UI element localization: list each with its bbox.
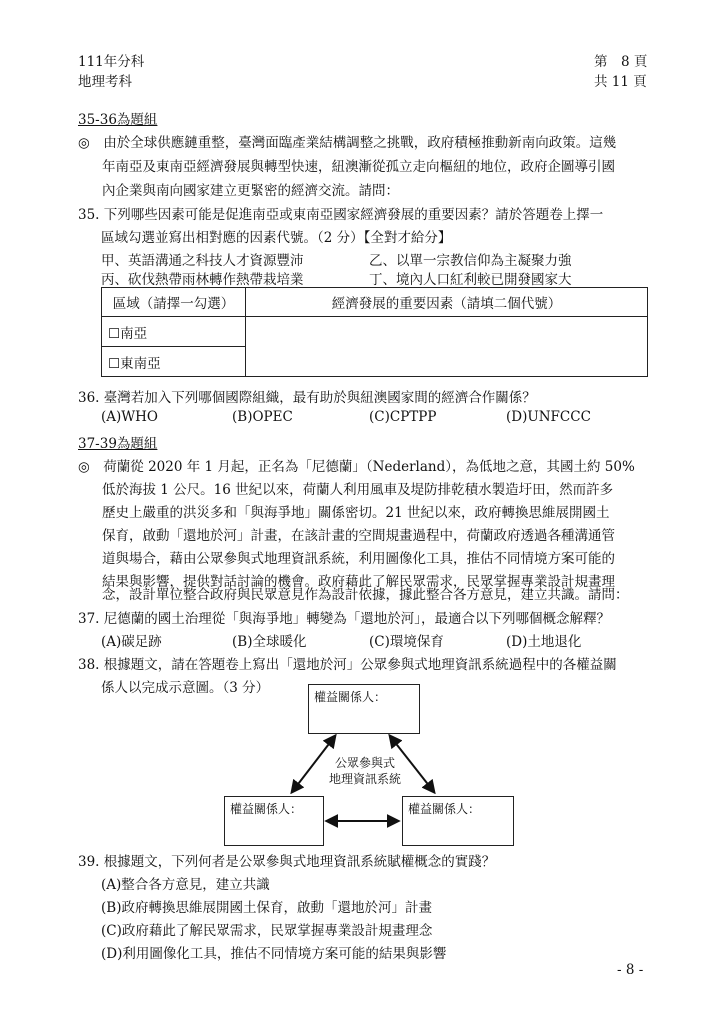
stakeholder-label: 權益關係人： [408, 802, 481, 816]
question-38-line: 係人以完成示意圖。（3 分） [101, 680, 270, 696]
group2-intro-line: 道與場合，藉由公眾參與式地理資訊系統，利用圖像化工具，推估不同情境方案可能的 [102, 551, 615, 567]
question-35-line: 35. 下列哪些因素可能是促進南亞或東南亞國家經濟發展的重要因素？請於答題卷上擇一 [78, 207, 604, 223]
q39-option-a: (A)整合各方意見，建立共識 [101, 877, 270, 893]
ppgis-label-line2: 地理資訊系統 [328, 772, 401, 786]
page-footer-number: - 8 - [617, 962, 644, 978]
stakeholder-box-left[interactable] [224, 796, 324, 846]
stakeholder-label: 權益關係人： [230, 802, 303, 816]
group1-intro-line: ◎ 由於全球供應鏈重整，臺灣面臨產業結構調整之挑戰，政府積極推動新南向政策。這幾 [78, 135, 617, 151]
group1-intro-line: 年南亞及東南亞經濟發展與轉型快速，紐澳漸從孤立走向樞紐的地位，政府企圖導引國 [102, 159, 615, 175]
q37-option-a: (A)碳足跡 [101, 634, 162, 650]
group2-intro-line: 念，設計單位整合政府與民眾意見作為設計依據，據此整合各方意見，建立共識。請問： [102, 587, 629, 603]
q37-option-c: (C)環境保育 [369, 634, 444, 650]
stakeholder-box-right[interactable] [402, 796, 514, 846]
group2-intro-line: 保育，啟動「還地於河」計畫，在該計畫的空間規畫過程中，荷蘭政府透過各種溝通管 [102, 528, 615, 544]
group-title-37-39: 37-39為題組 [78, 436, 158, 452]
q36-option-d: (D)UNFCCC [506, 409, 591, 425]
option-bing: 丙、砍伐熱帶雨林轉作熱帶栽培業 [101, 272, 304, 288]
group1-intro-line: 內企業與南向國家建立更緊密的經濟交流。請問： [102, 183, 399, 199]
ppgis-center-label [318, 755, 412, 787]
group2-intro-line: 歷史上嚴重的洪災多和「與海爭地」關係密切。21 世紀以來，政府轉換思維展開國土 [102, 505, 610, 521]
q39-option-b: (B)政府轉換思維展開國土保育，啟動「還地於河」計畫 [101, 900, 432, 916]
question-37: 37. 尼德蘭的國土治理從「與海爭地」轉變為「還地於河」，最適合以下列哪個概念解釋？ [78, 611, 611, 627]
group2-intro-line: ◎ 荷蘭從 2020 年 1 月起，正名為「尼德蘭」（Nederland），為低地之意，其國土約 50% [78, 459, 635, 475]
table-header-region: 區域（請擇一勾選） [102, 288, 246, 317]
q36-option-c: (C)CPTPP [369, 409, 437, 425]
group2-intro-line: 低於海拔 1 公尺。16 世紀以來，荷蘭人利用風車及堤防排乾積水製造圩田，然而許多 [102, 482, 614, 498]
q36-option-a: (A)WHO [101, 409, 158, 425]
stakeholder-box-top[interactable] [308, 684, 420, 734]
question-38-line: 38. 根據題文，請在答題卷上寫出「還地於河」公眾參與式地理資訊系統過程中的各權益關 [78, 657, 617, 673]
q39-option-d: (D)利用圖像化工具，推估不同情境方案可能的結果與影響 [101, 946, 447, 962]
stakeholder-label: 權益關係人： [314, 690, 387, 704]
region-southeast-asia-checkbox[interactable]: ☐東南亞 [102, 347, 246, 377]
group2-intro-line: 結果與影響，提供對話討論的機會。政府藉此了解民眾需求，民眾掌握專業設計規畫理 [102, 574, 615, 590]
ppgis-label-line1: 公眾參與式 [334, 756, 395, 770]
option-jia: 甲、英語溝通之科技人才資源豐沛 [101, 253, 304, 269]
question-39: 39. 根據題文，下列何者是公眾參與式地理資訊系統賦權概念的實踐？ [78, 854, 496, 870]
question-36: 36. 臺灣若加入下列哪個國際組織，最有助於與紐澳國家間的經濟合作關係？ [78, 390, 536, 406]
q37-option-b: (B)全球暖化 [232, 634, 307, 650]
exam-year: 111年分科 [78, 54, 145, 70]
q39-option-c: (C)政府藉此了解民眾需求，民眾掌握專業設計規畫理念 [101, 923, 433, 939]
group-title-35-36: 35-36為題組 [78, 112, 158, 128]
table-header-factor: 經濟發展的重要因素（請填二個代號） [246, 288, 648, 317]
exam-subject: 地理考科 [78, 74, 132, 90]
q37-option-d: (D)土地退化 [506, 634, 582, 650]
question-35-line: 區域勾選並寫出相對應的因素代號。（2 分）【全對才給分】 [101, 230, 452, 246]
total-pages-label: 共 11 頁 [594, 74, 647, 90]
option-yi: 乙、以單一宗教信仰為主凝聚力強 [369, 253, 572, 269]
page-number-label: 第 8 頁 [594, 54, 648, 70]
q36-option-b: (B)OPEC [232, 409, 293, 425]
option-ding: 丁、境內人口紅利較已開發國家大 [369, 272, 572, 288]
region-south-asia-checkbox[interactable]: ☐南亞 [102, 317, 246, 347]
